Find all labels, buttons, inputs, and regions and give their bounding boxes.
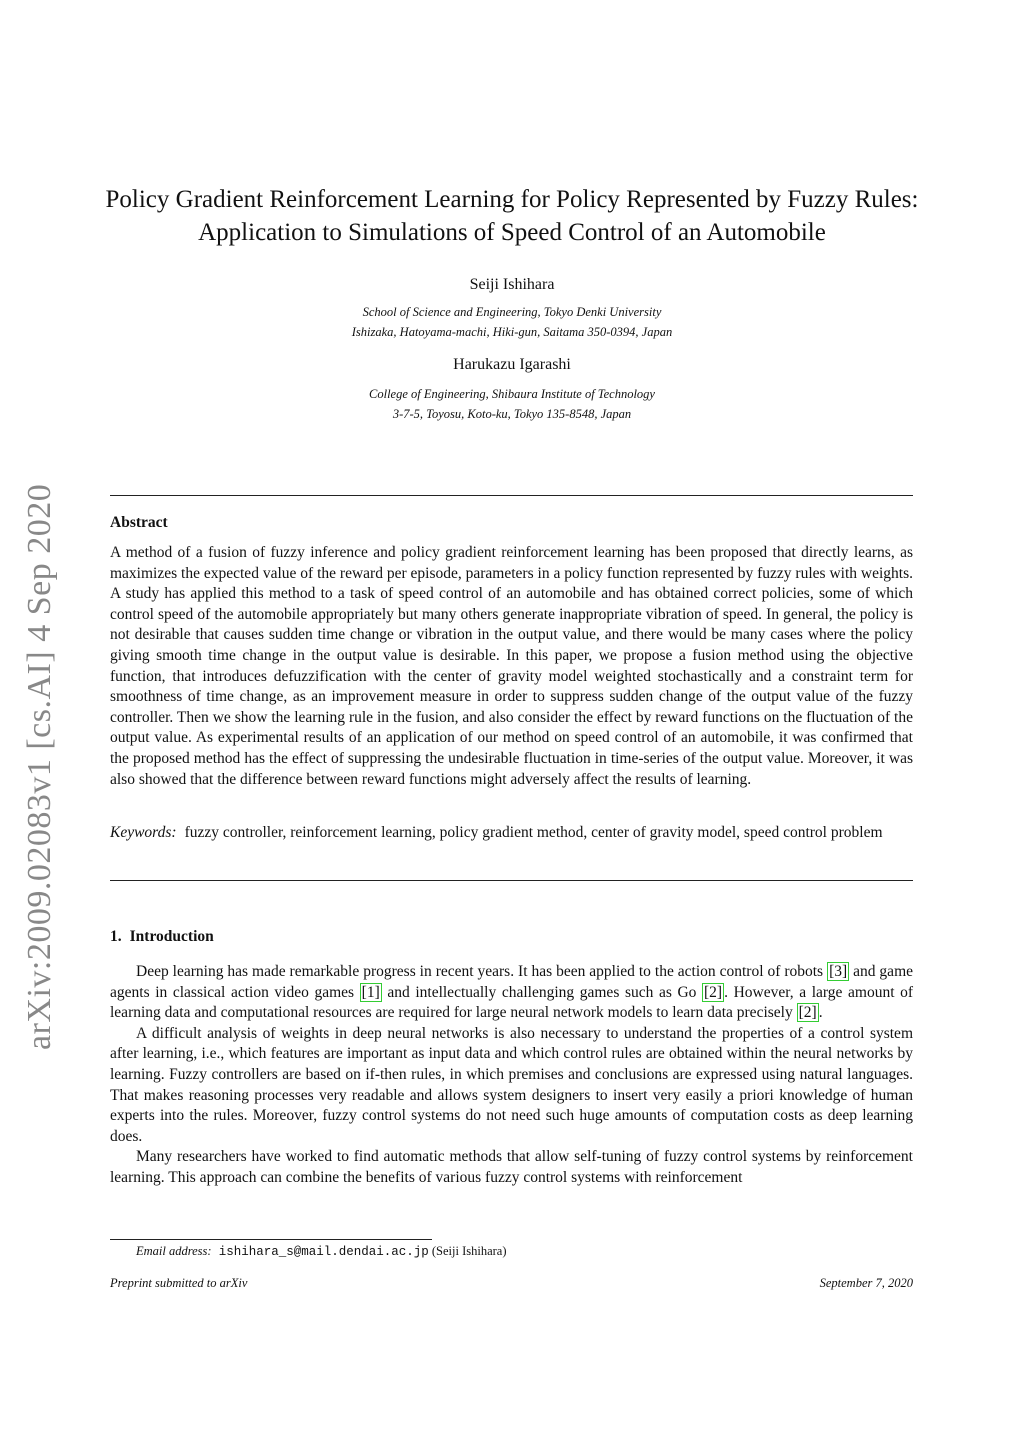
text-run: .: [818, 1004, 823, 1022]
abstract-top-rule: [110, 495, 913, 496]
text-run: Deep learning has made remarkable progress in recent years. It has been applied to the action control of robots: [136, 963, 828, 980]
abstract-heading: Abstract: [110, 514, 168, 531]
email-link[interactable]: ishihara_s@mail.dendai.ac.jp: [218, 1245, 429, 1259]
paragraph: A difficult analysis of weights in deep neural networks is also necessary to understand the properties of a control system after learning, i.e., which features are important as input data and which control rules are obtained within the neural networks by learning. Fuzzy controllers are based on if-then rules, in which premises and conclusions are expressed using natural languages. That makes reasoning processes very readable and allows system designers to insert very easily a priori knowledge of human experts into the rules. Moreover, fuzzy control systems do not need such huge amounts of computation costs as deep learning does.: [110, 1024, 913, 1145]
footnote: [136, 1244, 507, 1259]
section-title: Introduction: [129, 928, 214, 945]
author-1-name: Seiji Ishihara: [469, 276, 555, 293]
paragraph: [110, 962, 913, 1024]
footnote-rule: [110, 1239, 432, 1240]
text-run: . However, a large amount of learning data and computational resources are required for large neural network models to learn data precisely: [110, 983, 914, 1022]
section-number: 1.: [110, 928, 122, 945]
author-2-affiliation: [100, 384, 924, 424]
preprint-note: Preprint submitted to arXiv: [110, 1276, 248, 1290]
footnote-label: Email address:: [136, 1244, 212, 1258]
paragraph: Many researchers have worked to find automatic methods that allow self-tuning of fuzzy control systems by reinforcement learning. This approach can combine the benefits of various fuzzy control systems with reinforcement: [110, 1148, 913, 1186]
affiliation-line: Ishizaka, Hatoyama-machi, Hiki-gun, Saitama 350-0394, Japan: [351, 325, 673, 339]
abstract-text: A method of a fusion of fuzzy inference and policy gradient reinforcement learning has been proposed that directly learns, as maximizes the expected value of the reward per episode, parameters in a policy function represented by fuzzy rules with weights. A study has applied this method to a task of speed control of an automobile and has obtained correct policies, some of which control speed of the automobile appropriately but many others generate inappropriate vibration of speed. In general, the policy is not desirable that causes sudden time change or vibration in the output value, and there would be many cases where the policy giving smooth time change in the output value is desirable. In this paper, we propose a fusion method using the objective function, that introduces defuzzification with the center of gravity model weighted stochastically and a constraint term for smoothness of time change, as an improvement measure in order to suppress sudden change of the output value of the fuzzy controller. Then we show the learning rule in the fusion, and also consider the effect by reward functions on the fluctuation of the output value. As experimental results of an application of our method on speed control of an automobile, it was confirmed that the proposed method has the effect of suppressing the undesirable fluctuation in time-series of the output value. Moreover, it was also showed that the difference between reward functions might adversely affect the results of learning.: [110, 544, 913, 788]
abstract-bottom-rule: [110, 880, 913, 881]
keywords-text: fuzzy controller, reinforcement learning, policy gradient method, center of gravity model, speed control problem: [184, 824, 883, 841]
text-run: and intellectually challenging games such as Go: [381, 983, 703, 1001]
author-1-affiliation: [100, 302, 924, 342]
keywords: [110, 823, 913, 844]
title-line-1: Policy Gradient Reinforcement Learning for Policy Represented by Fuzzy Rules:: [105, 186, 919, 213]
section-heading: [110, 928, 214, 946]
affiliation-line: College of Engineering, Shibaura Institute of Technology: [369, 387, 655, 401]
author-2-name: Harukazu Igarashi: [453, 356, 571, 373]
date: September 7, 2020: [819, 1276, 913, 1290]
citation-link[interactable]: [3]: [829, 963, 848, 980]
affiliation-line: 3-7-5, Toyosu, Koto-ku, Tokyo 135-8548, Japan: [392, 407, 632, 421]
citation-link[interactable]: [1]: [361, 983, 380, 1001]
introduction-body: [110, 962, 913, 1189]
paper-title: [100, 183, 924, 249]
email-owner: (Seiji Ishihara): [431, 1244, 507, 1258]
arxiv-identifier: arXiv:2009.02083v1 [cs.AI] 4 Sep 2020: [21, 483, 58, 1050]
citation-link[interactable]: [2]: [704, 983, 723, 1001]
text-run: and game agents in classical action video games: [110, 963, 913, 1001]
citation-link[interactable]: [2]: [798, 1004, 817, 1022]
title-line-2: Application to Simulations of Speed Control of an Automobile: [198, 219, 826, 246]
affiliation-line: School of Science and Engineering, Tokyo Denki University: [362, 305, 662, 319]
keywords-label: Keywords:: [110, 824, 177, 841]
